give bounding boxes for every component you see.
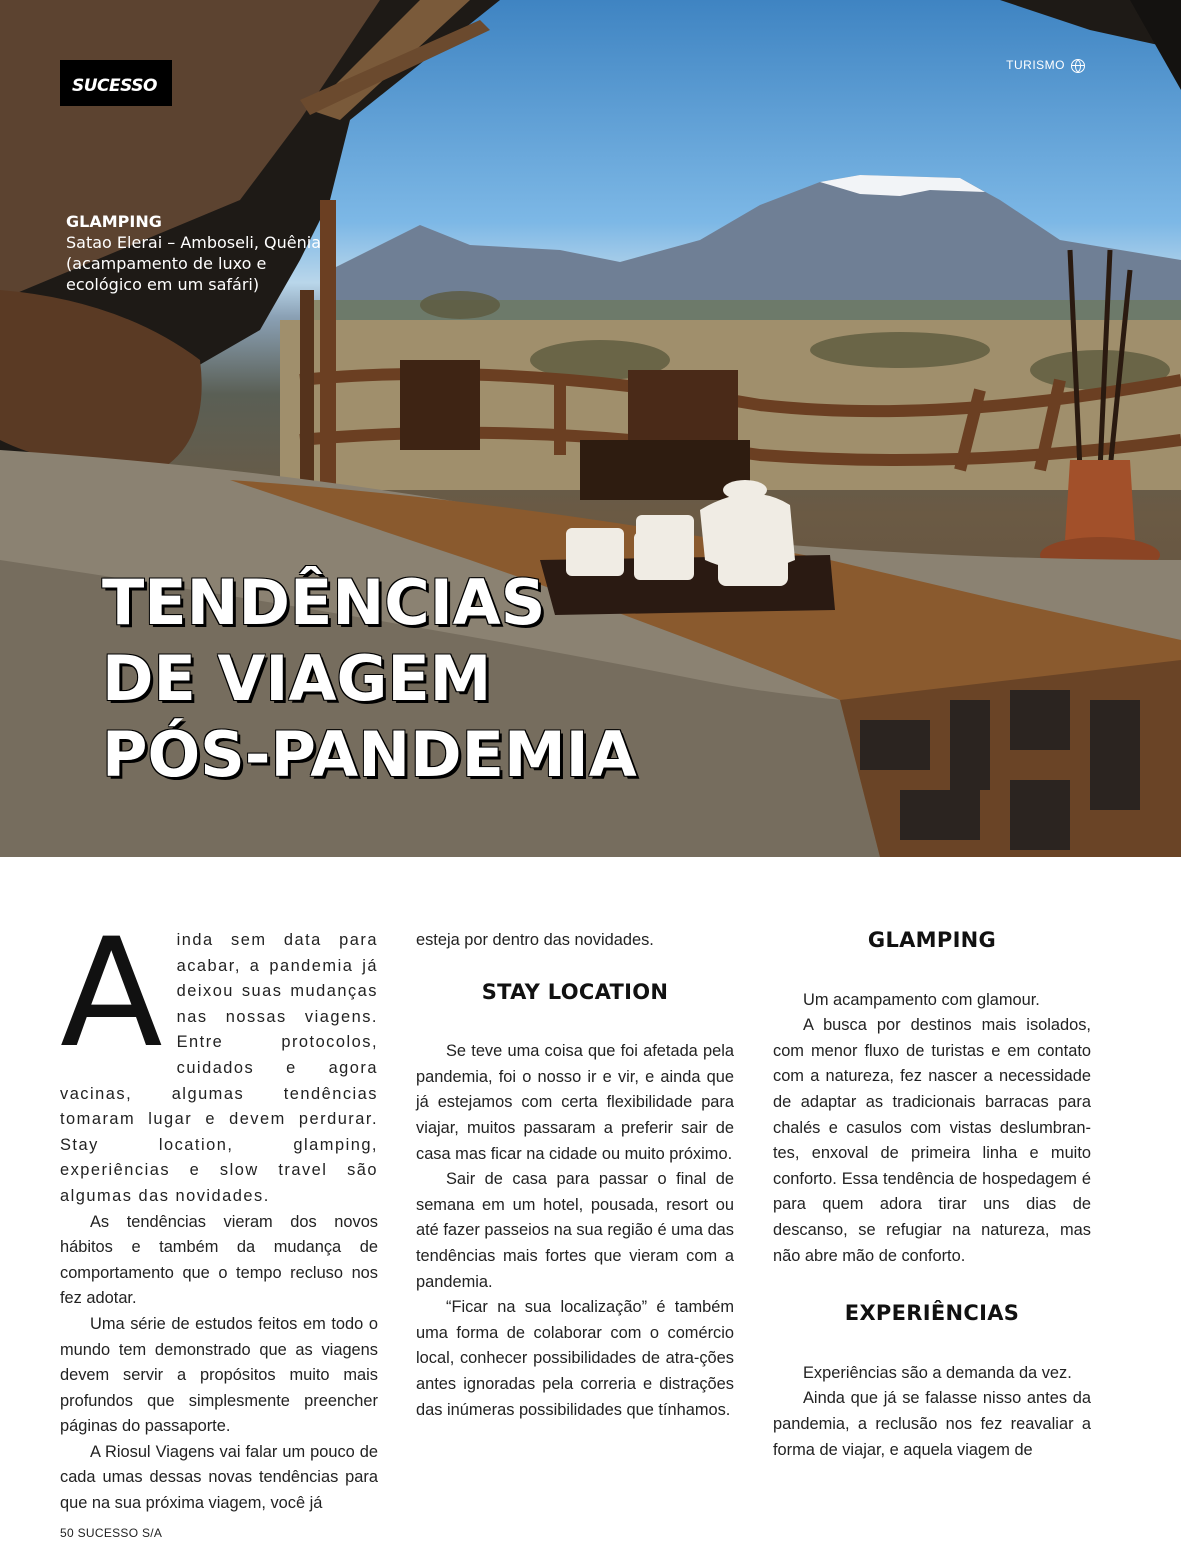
article-column-2 xyxy=(416,928,734,1423)
article-column-3 xyxy=(773,928,1091,1463)
caption-line: Satao Elerai – Amboseli, Quênia xyxy=(66,233,321,252)
body-paragraph: Experiências são a demanda da vez. xyxy=(803,1363,1072,1382)
section-label: TURISMO xyxy=(1006,58,1065,72)
body-paragraph: Se teve uma coisa que foi afetada pela pandemia, foi o nosso ir e vir, e ainda que já estejamos com certa flexibilidade para viajar, muitos passaram a preferir sair de casa mas ficar na cidade ou muito próximo. xyxy=(416,1042,734,1163)
body-paragraph: As tendências vieram dos novos hábitos e também da mudança de comportamento que o tempo recluso nos fez adotar. xyxy=(60,1212,378,1308)
intro-paragraph: inda sem data para acabar, a pandemia já deixou suas mudanças nas nossas viagens. Entre protocolos, cuidados e agora vacinas, algumas tendências tomaram lugar e devem perdurar. Stay location, glamping, experiências e slow travel são algumas das novidades. xyxy=(60,931,378,1205)
section-heading-stay-location: STAY LOCATION xyxy=(481,979,669,1004)
body-paragraph: “Ficar na sua localização” é também uma forma de colaborar com o comércio local, conhecer possibilidades de atra-ções antes ignoradas pela correria e distrações das inúmeras possibilidades que tínhamos. xyxy=(416,1298,734,1419)
body-paragraph: A Riosul Viagens vai falar um pouco de cada umas dessas novas tendências para que na sua próxima viagem, você já xyxy=(60,1442,378,1513)
clay-pot xyxy=(1065,460,1135,540)
headline-line: PÓS-PANDEMIA xyxy=(102,718,637,791)
brand-logo: SUCESSO xyxy=(72,76,157,96)
headline xyxy=(102,565,637,793)
globe-icon xyxy=(1071,59,1085,73)
article-column-1 xyxy=(60,907,378,1517)
photo-caption xyxy=(66,211,321,295)
headline-line: DE VIAGEM xyxy=(102,642,492,715)
body-paragraph: Uma série de estudos feitos em todo o mundo tem demonstrado que as viagens devem servir a propósitos muito mais profundos que simplesmente preencher páginas do passaporte. xyxy=(60,1314,378,1436)
section-heading-glamping: GLAMPING xyxy=(867,928,997,952)
caption-line: ecológico em um safári) xyxy=(66,275,260,294)
body-paragraph: Sair de casa para passar o final de semana em um hotel, pousada, resort ou até fazer passeios na sua região é uma das tendências mais fortes que vieram com a pandemia. xyxy=(416,1170,734,1291)
body-paragraph: esteja por dentro das novidades. xyxy=(416,931,654,949)
body-paragraph: A busca por destinos mais isolados, com menor fluxo de turistas e em contato com a natureza, fez nascer a necessidade de adaptar as tradicionais barracas para chalés e casulos com vistas deslumbran-tes, enxoval de primeira linha e muito conforto. Essa tendência de hospedagem é para quem adora tirar uns dias de descanso, se refugiar na natureza, mas não abre mão de conforto. xyxy=(773,1016,1091,1265)
headline-line: TENDÊNCIAS xyxy=(102,566,546,639)
caption-title: GLAMPING xyxy=(66,212,162,231)
drop-cap: A xyxy=(60,907,163,1081)
page-footer: 50 SUCESSO S/A xyxy=(60,1526,163,1540)
section-heading-experiencias: EXPERIÊNCIAS xyxy=(844,1301,1020,1326)
body-paragraph: Um acampamento com glamour. xyxy=(803,990,1040,1009)
body-paragraph: Ainda que já se falasse nisso antes da pandemia, a reclusão nos fez reavaliar a forma de viajar, e aquela viagem de xyxy=(773,1389,1091,1459)
caption-line: (acampamento de luxo e xyxy=(66,254,267,273)
